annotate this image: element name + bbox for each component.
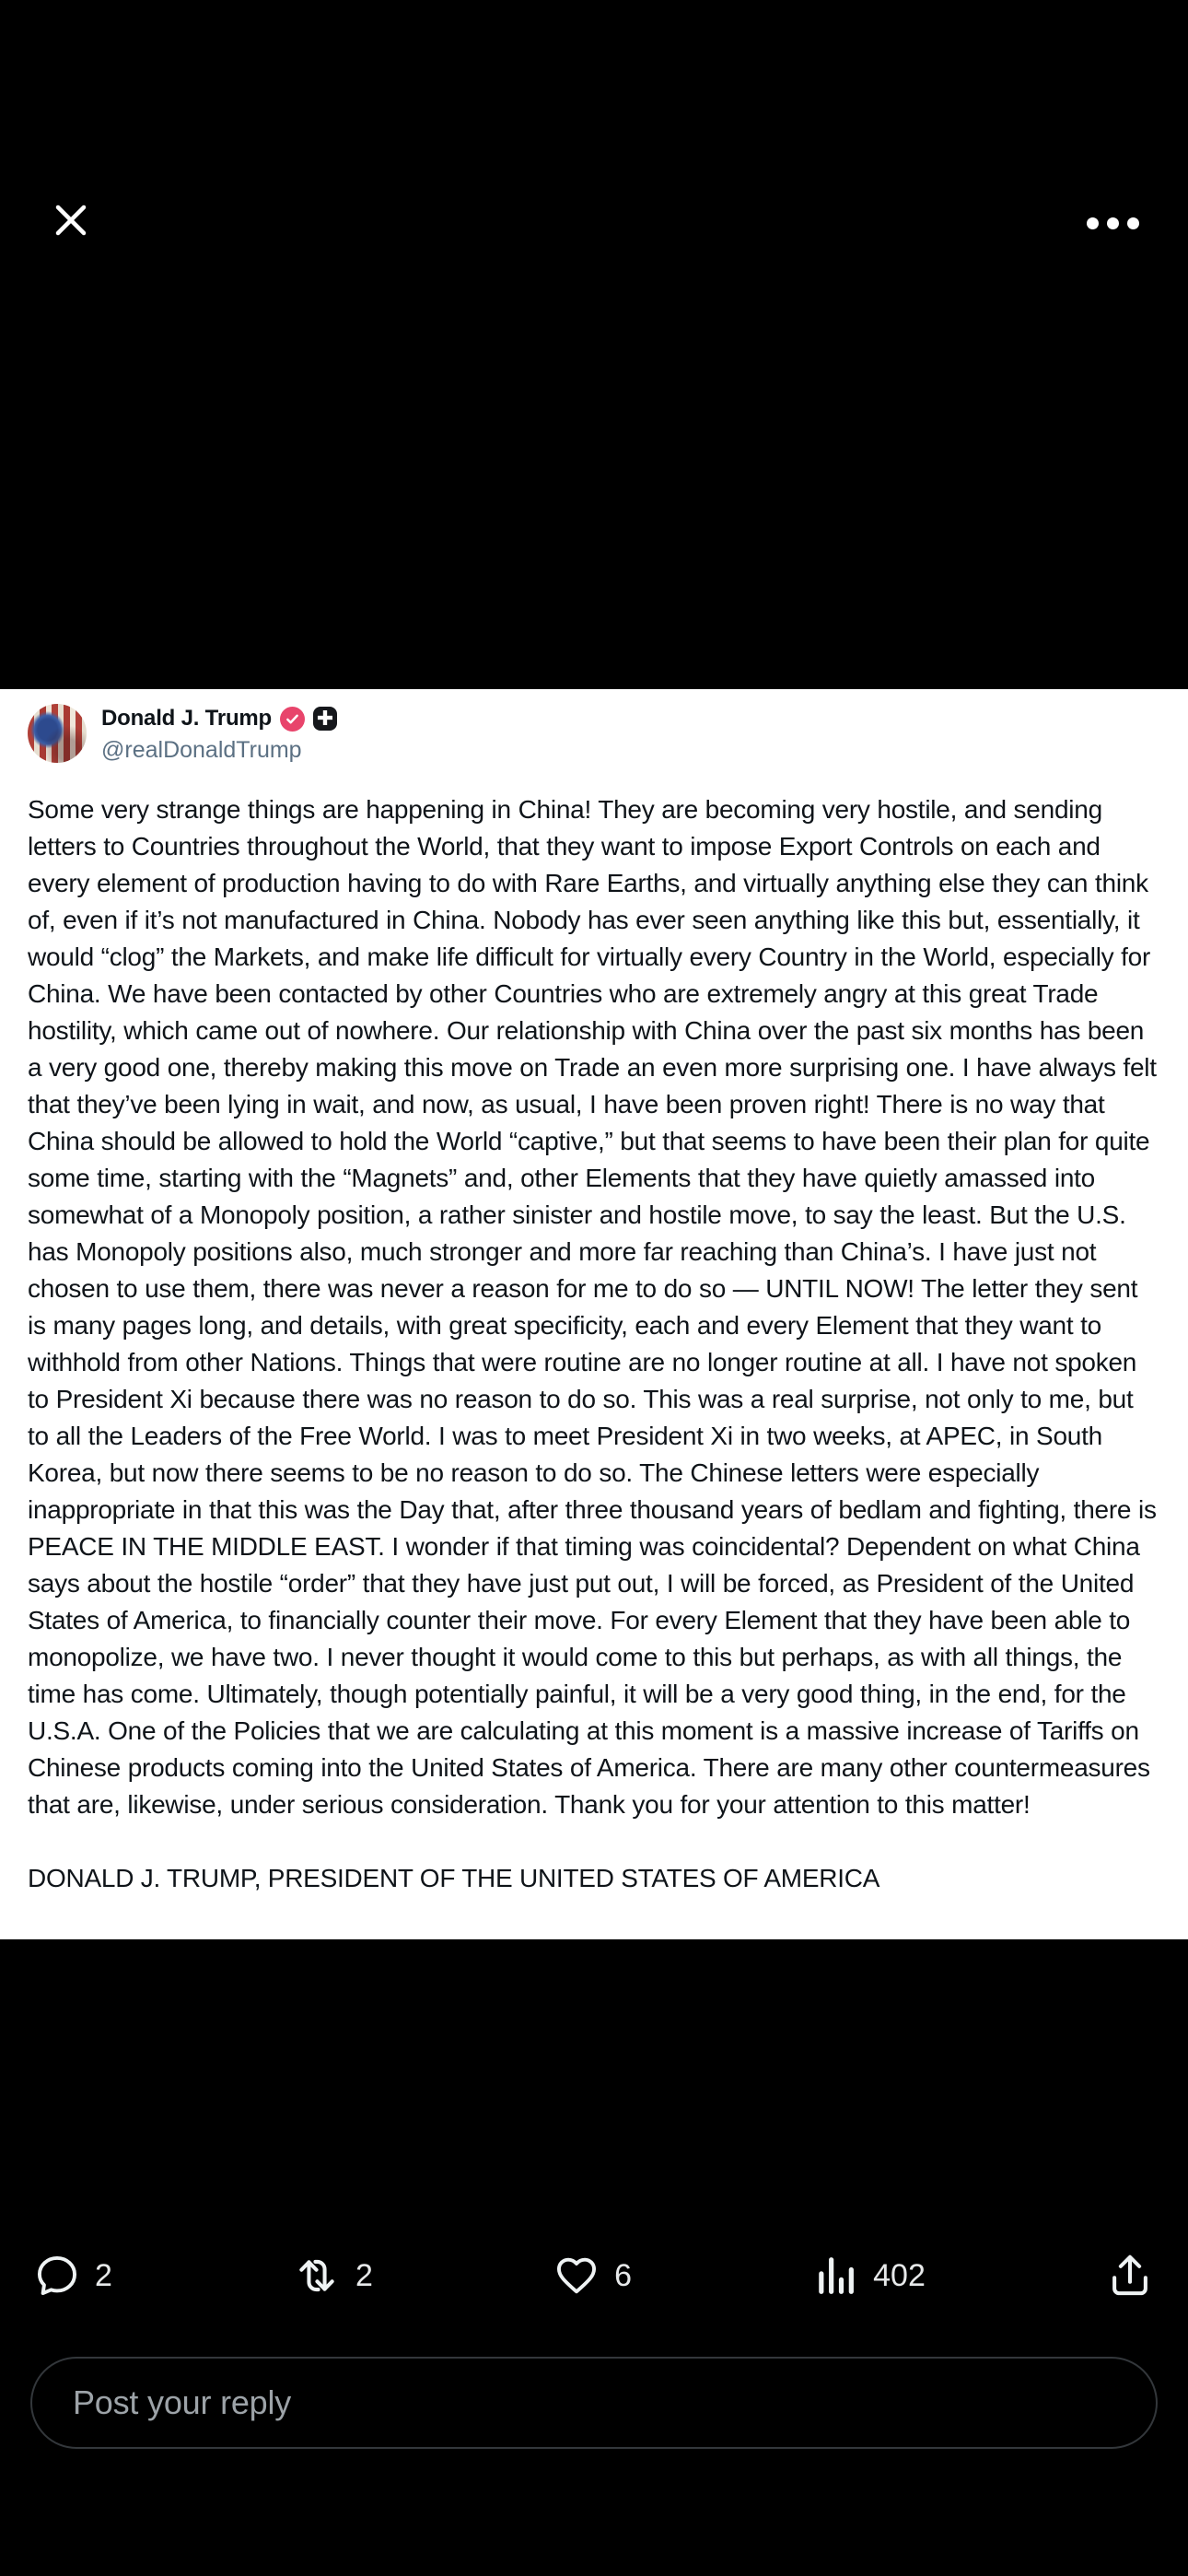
close-icon [52,202,89,243]
reply-button[interactable] [33,2252,112,2300]
views-button[interactable] [811,2252,926,2300]
avatar[interactable] [28,704,87,763]
repost-button[interactable] [292,2251,373,2301]
tweet-text: Some very strange things are happening in China! They are becoming very hostile, and sending letters to Countries throughout the World, that they want to impose Export Controls on each and every element of production having to do with Rare Earths, and virtually anything else they can think of, even if it’s not manufactured in China. Nobody has ever seen anything like this but, essentially, it would “clog” the Markets, and make life difficult for virtually every Country in the World, especially for China. We have been contacted by other Countries who are extremely angry at this great Trade hostility, which came out of nowhere. Our relationship with China over the past six months has been a very good one, thereby making this move on Trade an even more surprising one. I have always felt that they’ve been lying in wait, and now, as usual, I have been proven right! There is no way that China should be allowed to hold the World “captive,” but that seems to have been their plan for quite some time, starting with the “Magnets” and, other Elements that they have quietly amassed into somewhat of a Monopoly position, a rather sinister and hostile move, to say the least. But the U.S. has Monopoly positions also, much stronger and more far reaching than China’s. I have just not chosen to use them, there was never a reason for me to do so — UNTIL NOW! The letter they sent is many pages long, and details, with great specificity, each and every Element that they want to withhold from other Nations. Things that were routine are no longer routine at all. I have not spoken to President Xi because there was no reason to do so. This was a real surprise, not only to me, but to all the Leaders of the Free World. I was to meet President Xi in two weeks, at APEC, in South Korea, but now there seems to be no reason to do so. The Chinese letters were especially inappropriate in that this was the Day that, after three thousand years of bedlam and fighting, there is PEACE IN THE MIDDLE EAST. I wonder if that timing was coincidental? Dependent on what China says about the hostile “order” that they have just put out, I will be forced, as President of the United States of America, to financially counter their move. For every Element that they have been able to monopolize, we have two. I never thought it would come to this but perhaps, as with all things, the time has come. Ultimately, though potentially painful, it will be a very good thing, in the end, for the U.S.A. One of the Policies that we are calculating at this moment is a massive increase of Tariffs on Chinese products coming into the United States of America. There are many other countermeasures that are, likewise, under serious consideration. Thank you for your attention to this matter! [28,795,1157,1819]
views-count: 402 [873,2257,926,2293]
close-button[interactable] [48,199,94,245]
repost-icon [292,2251,342,2301]
like-count: 6 [614,2257,633,2293]
verified-badge-icon [280,707,305,732]
heart-icon [553,2252,600,2300]
tweet-signature: DONALD J. TRUMP, PRESIDENT OF THE UNITED STATES OF AMERICA [28,1864,880,1892]
tweet-action-bar [0,2237,1188,2314]
author-handle[interactable]: @realDonaldTrump [101,737,302,763]
share-button[interactable] [1105,2251,1155,2301]
more-icon [1107,217,1119,229]
like-button[interactable] [553,2252,632,2300]
more-icon [1127,217,1139,229]
more-options-button[interactable] [1083,205,1142,241]
reply-input-placeholder: Post your reply [73,2383,292,2421]
share-icon [1105,2251,1155,2301]
plus-badge-icon: ✚ [313,707,337,731]
tweet-header [28,704,1160,764]
analytics-icon [811,2252,859,2300]
more-icon [1087,217,1099,229]
repost-count: 2 [355,2257,373,2293]
author-name[interactable]: Donald J. Trump [101,706,273,731]
reply-count: 2 [95,2257,112,2293]
reply-bubble-icon [33,2252,81,2300]
tweet-card [0,689,1188,1939]
author-block [101,704,337,764]
reply-input[interactable] [30,2357,1158,2449]
